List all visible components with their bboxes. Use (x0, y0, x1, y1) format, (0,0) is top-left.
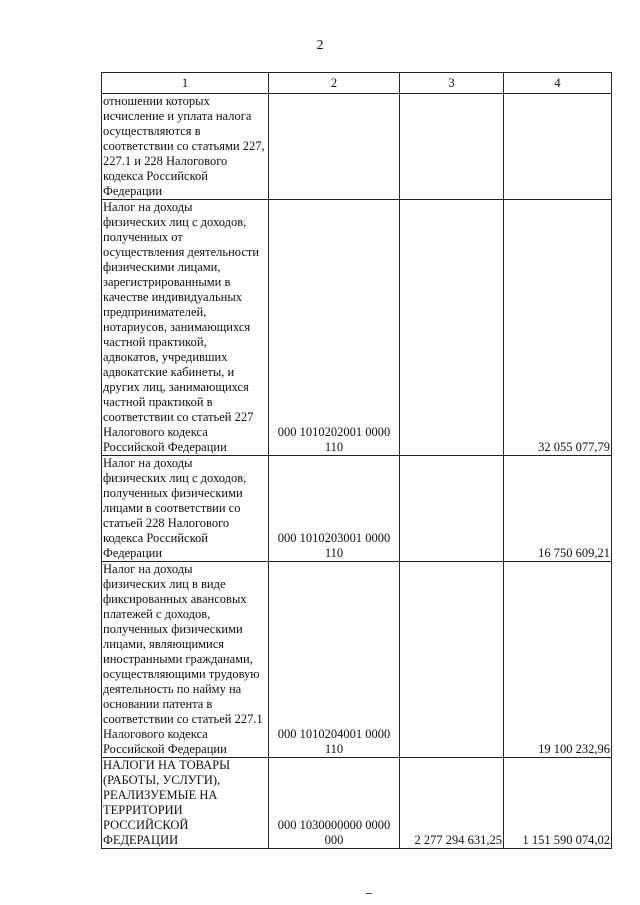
column-header-4: 4 (504, 73, 612, 94)
row-code: 000 1010204001 0000 110 (269, 562, 400, 758)
row-value-col3 (400, 200, 504, 456)
table-row (102, 562, 612, 758)
table-row (102, 94, 612, 200)
table-row (102, 456, 612, 562)
row-value-col3: 2 277 294 631,25 (400, 758, 504, 849)
column-header-3: 3 (400, 73, 504, 94)
row-name: Налог на доходы физических лиц в виде фиксированных авансовых платежей с доходов, полученных физическими лицами, являющимися иностранными гражданами, осуществляющими трудовую деятельность по найму на основании патента в соответствии со статьей 227.1 Налогового кодекса Российской Федерации (102, 562, 269, 758)
budget-table (101, 72, 612, 849)
row-value-col3 (400, 94, 504, 200)
row-name: отношении которых исчисление и уплата налога осуществляются в соответствии со статьями 227, 227.1 и 228 Налогового кодекса Российской Федерации (102, 94, 269, 200)
table-header-row (102, 73, 612, 94)
row-value-col3 (400, 456, 504, 562)
row-name: Налог на доходы физических лиц с доходов, полученных физическими лицами в соответствии со статьей 228 Налогового кодекса Российской Федерации (102, 456, 269, 562)
row-code: 000 1010202001 0000 110 (269, 200, 400, 456)
table-row (102, 200, 612, 456)
page-number: 2 (316, 38, 324, 53)
column-header-2: 2 (269, 73, 400, 94)
row-code (269, 94, 400, 200)
row-code: 000 1030000000 0000 000 (269, 758, 400, 849)
row-value-col4: 19 100 232,96 (504, 562, 612, 758)
row-value-col3 (400, 562, 504, 758)
row-code: 000 1010203001 0000 110 (269, 456, 400, 562)
table-row (102, 758, 612, 849)
scan-mark (366, 893, 372, 894)
row-value-col4: 1 151 590 074,02 (504, 758, 612, 849)
row-name: НАЛОГИ НА ТОВАРЫ (РАБОТЫ, УСЛУГИ), РЕАЛИЗУЕМЫЕ НА ТЕРРИТОРИИ РОССИЙСКОЙ ФЕДЕРАЦИИ (102, 758, 269, 849)
row-name: Налог на доходы физических лиц с доходов, полученных от осуществления деятельности физическими лицами, зарегистрированными в качестве индивидуальных предпринимателей, нотариусов, занимающихся частной практикой, адвокатов, учредивших адвокатские кабинеты, и других лиц, занимающихся частной практикой в соответствии со статьей 227 Налогового кодекса Российской Федерации (102, 200, 269, 456)
column-header-1: 1 (102, 73, 269, 94)
row-value-col4: 16 750 609,21 (504, 456, 612, 562)
row-value-col4 (504, 94, 612, 200)
row-value-col4: 32 055 077,79 (504, 200, 612, 456)
